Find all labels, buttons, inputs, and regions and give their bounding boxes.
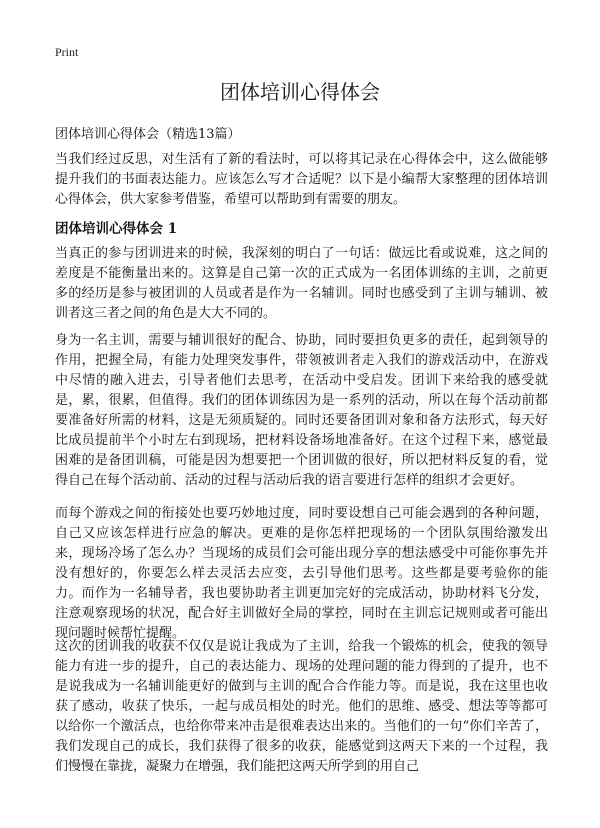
page-title: 团体培训心得体会 <box>220 80 380 104</box>
intro-paragraph: 当我们经过反思，对生活有了新的看法时，可以将其记录在心得体会中，这么做能够提升我们的书面表达能力。应该怎么写才合适呢？以下是小编帮大家整理的团体培训心得体会，供大家参考借鉴，希望可以帮助到有需要的朋友。 <box>55 152 548 207</box>
body-paragraph-2: 身为一名主训，需要与辅训很好的配合、协助，同时要担负更多的责任，起到领导的作用，把握全局，有能力处理突发事件，带领被训者走入我们的游戏活动中，在游戏中尽情的融入进去，引导者他们去思考，在活动中受启发。团训下来给我的感受就是，累，很累，但值得。我们的团体训练因为是一系列的活动，所以在每个活动前都要准备好所需的材料，这是无须质疑的。同时还要备团训对象和备方法形式，每天好比成员提前半个小时左右到现场，把材料设备场地准备好。在这个过程下来，感觉最困难的是备团训稿，可能是因为想要把一个团训做的很好，所以把材料反复的看，觉得自己在每个活动前、活动的过程与活动后我的语言要进行怎样的组织才会更好。 <box>55 333 548 488</box>
body-paragraph-1: 当真正的参与团训进来的时候，我深刻的明白了一句话：做远比看或说难，这之间的差度是不能衡量出来的。这算是自己第一次的正式成为一名团体训练的主训，之前更多的经历是参与被团训的人员或者是作为一名辅训。同时也感受到了主训与辅训、被训者这三者之间的角色是大大不同的。 <box>55 246 548 321</box>
body-paragraph-4: 这次的团训我的收获不仅仅是说让我成为了主训，给我一个锻炼的机会，使我的领导能力有进一步的提升，自己的表达能力、现场的处理问题的能力得到的了提升，也不是说我成为一名辅训能更好的做到与主训的配合合作能力等。而是说，我在这里也收获了感动，收获了快乐，一起与成员相处的时光。他们的思维、感受、想法等等都可以给你一个激活点，也给你带来冲击是很难表达出来的。当他们的一句“你们辛苦了，我们发现自己的成长，我们获得了很多的收获，能感觉到这两天下来的一个过程，我们慢慢在靠拢，凝聚力在增强，我们能把这两天所学到的用自己 <box>55 639 548 774</box>
section-heading: 团体培训心得体会 1 <box>55 221 178 237</box>
document-subtitle: 团体培训心得体会（精选13篇） <box>55 127 241 142</box>
body-paragraph-3: 而每个游戏之间的衔接处也要巧妙地过度，同时要设想自己可能会遇到的各种问题，自己又应该怎样进行应急的解决。更难的是你怎样把现场的一个团队氛围给激发出来，现场冷场了怎么办？当现场的成员们会可能出现分享的想法感受中可能你事先并没有想好的，你要怎么样去灵活去应变，去引导他们思考。这些都是要考验你的能力。而作为一名辅导者，我也要协助者主训更加完好的完成活动，协助材料飞分发，注意观察现场的状况，配合好主训做好全局的掌控，同时在主训忘记规则或者可能出现问题时候帮忙提醒。 <box>55 506 548 641</box>
print-link[interactable]: Print <box>55 45 79 59</box>
